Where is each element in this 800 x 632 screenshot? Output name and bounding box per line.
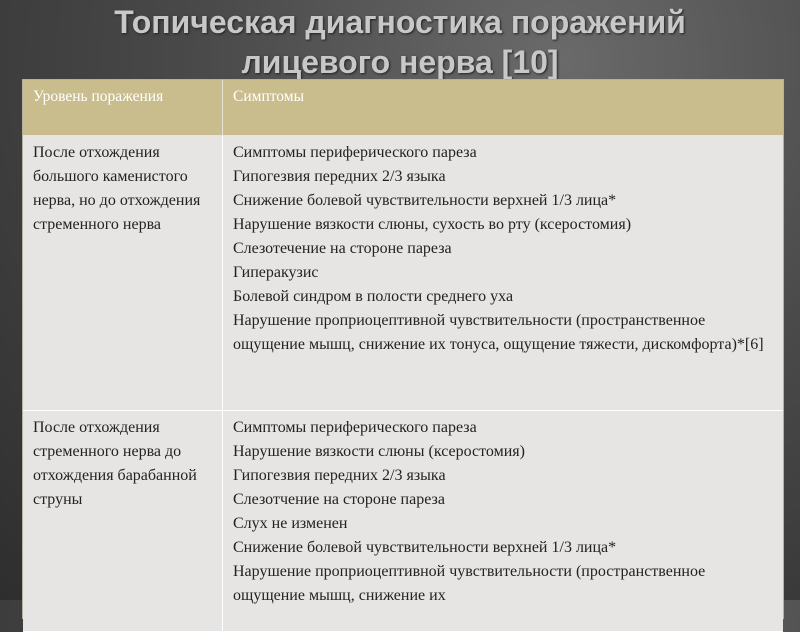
row-level: После отхождения большого каменистого нерва, но до отхождения стременного нерва (23, 136, 223, 410)
symptom-item: Снижение болевой чувствительности верхней 1/3 лица* (233, 192, 617, 209)
symptom-item: Нарушение вязкости слюны (ксеростомия) (233, 443, 525, 460)
symptom-item: Снижение болевой чувствительности верхней 1/3 лица* (233, 539, 617, 556)
row-symptoms (223, 411, 783, 631)
diagnosis-table (22, 79, 784, 619)
row-level: После отхождения стременного нерва до отхождения барабанной струны (23, 411, 223, 631)
symptom-item: Нарушение вязкости слюны, сухость во рту (ксеростомия) (233, 216, 632, 233)
symptom-item: Гиперакузис (233, 264, 319, 281)
header-level: Уровень поражения (23, 80, 223, 135)
symptom-item: Слезотечение на стороне пареза (233, 240, 452, 257)
header-symptoms: Симптомы (233, 88, 304, 105)
symptom-item: Болевой синдром в полости среднего уха (233, 288, 514, 305)
symptom-item: Гипогезвия передних 2/3 языка (233, 467, 446, 484)
symptom-item: Нарушение проприоцептивной чувствительности (пространственное ощущение мышц, снижение их тонуса, ощущение тяжести, дискомфорта)*[6] (233, 312, 764, 353)
symptom-item: Симптомы периферического пареза (233, 144, 477, 161)
row-symptoms (223, 136, 783, 410)
symptom-item: Слезотчение на стороне пареза (233, 491, 445, 508)
slide-title-line2: лицевого нерва [10] (241, 44, 559, 80)
table-row (23, 136, 783, 411)
slide-title (0, 0, 800, 82)
symptom-item: Гипогезвия передних 2/3 языка (233, 168, 446, 185)
table-row (23, 411, 783, 632)
symptom-item: Нарушение проприоцептивной чувствительности (пространственное ощущение мышц, снижение их (233, 563, 706, 604)
symptom-item: Симптомы периферического пареза (233, 419, 477, 436)
symptom-item: Слух не изменен (233, 515, 348, 532)
slide-title-line1: Топическая диагностика поражений (114, 4, 686, 40)
table-header (23, 80, 783, 136)
